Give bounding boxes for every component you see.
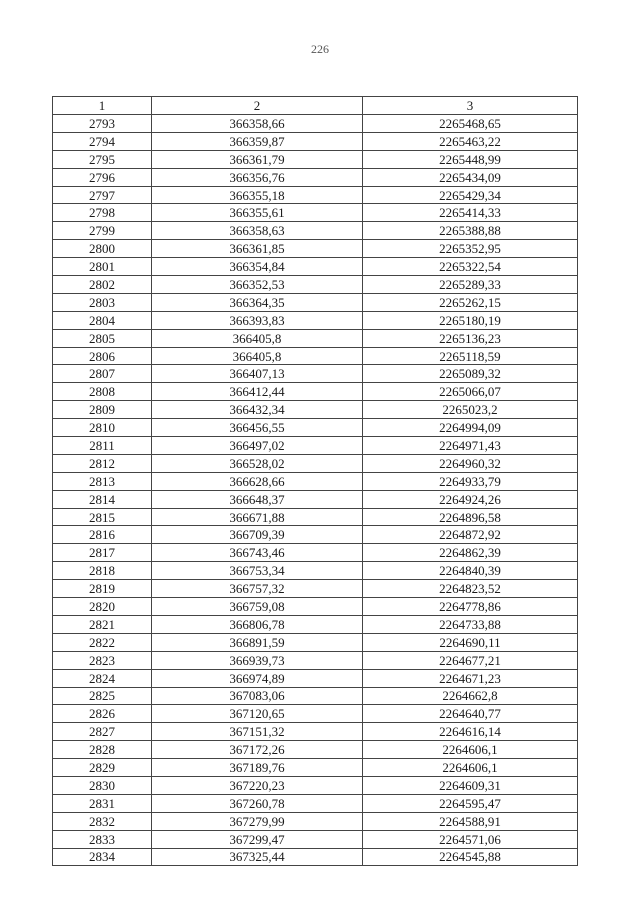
table-row [53,794,578,812]
x-coordinate-cell: 366359,87 [152,132,363,150]
table-row [53,723,578,741]
table-row [53,258,578,276]
x-coordinate-cell: 366361,85 [152,240,363,258]
column-header: 1 [53,97,152,115]
point-number-cell: 2800 [53,240,152,258]
table-row [53,544,578,562]
table-row [53,293,578,311]
x-coordinate-cell: 366352,53 [152,276,363,294]
coordinates-table [52,96,578,866]
point-number-cell: 2829 [53,759,152,777]
table-row [53,490,578,508]
table-row [53,419,578,437]
point-number-cell: 2806 [53,347,152,365]
y-coordinate-cell: 2265448,99 [363,150,578,168]
y-coordinate-cell: 2264872,92 [363,526,578,544]
y-coordinate-cell: 2264933,79 [363,472,578,490]
table-row [53,741,578,759]
table-row [53,472,578,490]
y-coordinate-cell: 2265180,19 [363,311,578,329]
x-coordinate-cell: 367325,44 [152,848,363,866]
point-number-cell: 2807 [53,365,152,383]
table-row [53,633,578,651]
point-number-cell: 2795 [53,150,152,168]
y-coordinate-cell: 2264994,09 [363,419,578,437]
x-coordinate-cell: 366355,18 [152,186,363,204]
point-number-cell: 2809 [53,401,152,419]
point-number-cell: 2822 [53,633,152,651]
table-row [53,150,578,168]
table-row [53,454,578,472]
x-coordinate-cell: 366759,08 [152,598,363,616]
x-coordinate-cell: 366355,61 [152,204,363,222]
page-number: 226 [311,42,329,56]
table-row [53,276,578,294]
point-number-cell: 2821 [53,615,152,633]
y-coordinate-cell: 2264640,77 [363,705,578,723]
x-coordinate-cell: 366361,79 [152,150,363,168]
y-coordinate-cell: 2265388,88 [363,222,578,240]
y-coordinate-cell: 2264960,32 [363,454,578,472]
y-coordinate-cell: 2265289,33 [363,276,578,294]
table-row [53,651,578,669]
y-coordinate-cell: 2264609,31 [363,776,578,794]
x-coordinate-cell: 366648,37 [152,490,363,508]
table-row [53,508,578,526]
x-coordinate-cell: 366939,73 [152,651,363,669]
y-coordinate-cell: 2264588,91 [363,812,578,830]
point-number-cell: 2825 [53,687,152,705]
point-number-cell: 2811 [53,437,152,455]
table-row [53,186,578,204]
x-coordinate-cell: 366709,39 [152,526,363,544]
point-number-cell: 2819 [53,580,152,598]
x-coordinate-cell: 367279,99 [152,812,363,830]
point-number-cell: 2826 [53,705,152,723]
x-coordinate-cell: 366456,55 [152,419,363,437]
x-coordinate-cell: 366757,32 [152,580,363,598]
point-number-cell: 2820 [53,598,152,616]
x-coordinate-cell: 367151,32 [152,723,363,741]
point-number-cell: 2830 [53,776,152,794]
x-coordinate-cell: 367299,47 [152,830,363,848]
table-row [53,705,578,723]
point-number-cell: 2815 [53,508,152,526]
y-coordinate-cell: 2265322,54 [363,258,578,276]
x-coordinate-cell: 366354,84 [152,258,363,276]
point-number-cell: 2803 [53,293,152,311]
point-number-cell: 2816 [53,526,152,544]
y-coordinate-cell: 2264778,86 [363,598,578,616]
column-header: 2 [152,97,363,115]
x-coordinate-cell: 366358,63 [152,222,363,240]
point-number-cell: 2832 [53,812,152,830]
table-row [53,580,578,598]
y-coordinate-cell: 2264924,26 [363,490,578,508]
x-coordinate-cell: 367083,06 [152,687,363,705]
y-coordinate-cell: 2264677,21 [363,651,578,669]
y-coordinate-cell: 2265429,34 [363,186,578,204]
point-number-cell: 2805 [53,329,152,347]
x-coordinate-cell: 367220,23 [152,776,363,794]
point-number-cell: 2818 [53,562,152,580]
y-coordinate-cell: 2264971,43 [363,437,578,455]
table-row [53,598,578,616]
point-number-cell: 2798 [53,204,152,222]
x-coordinate-cell: 366497,02 [152,437,363,455]
y-coordinate-cell: 2265414,33 [363,204,578,222]
x-coordinate-cell: 367120,65 [152,705,363,723]
y-coordinate-cell: 2264595,47 [363,794,578,812]
point-number-cell: 2793 [53,115,152,133]
point-number-cell: 2810 [53,419,152,437]
point-number-cell: 2797 [53,186,152,204]
table-row [53,437,578,455]
point-number-cell: 2823 [53,651,152,669]
point-number-cell: 2799 [53,222,152,240]
y-coordinate-cell: 2265468,65 [363,115,578,133]
y-coordinate-cell: 2264862,39 [363,544,578,562]
x-coordinate-cell: 366628,66 [152,472,363,490]
y-coordinate-cell: 2264896,58 [363,508,578,526]
y-coordinate-cell: 2265262,15 [363,293,578,311]
table-row [53,311,578,329]
x-coordinate-cell: 366358,66 [152,115,363,133]
point-number-cell: 2801 [53,258,152,276]
table-row [53,222,578,240]
x-coordinate-cell: 366891,59 [152,633,363,651]
x-coordinate-cell: 367189,76 [152,759,363,777]
table-row [53,168,578,186]
table-row [53,347,578,365]
table-header-row [53,97,578,115]
x-coordinate-cell: 366412,44 [152,383,363,401]
table-row [53,115,578,133]
x-coordinate-cell: 366806,78 [152,615,363,633]
point-number-cell: 2817 [53,544,152,562]
x-coordinate-cell: 367172,26 [152,741,363,759]
table-row [53,401,578,419]
y-coordinate-cell: 2264606,1 [363,741,578,759]
point-number-cell: 2796 [53,168,152,186]
y-coordinate-cell: 2265434,09 [363,168,578,186]
x-coordinate-cell: 366432,34 [152,401,363,419]
point-number-cell: 2824 [53,669,152,687]
x-coordinate-cell: 366753,34 [152,562,363,580]
table-row [53,132,578,150]
table-row [53,204,578,222]
y-coordinate-cell: 2265136,23 [363,329,578,347]
table-row [53,830,578,848]
y-coordinate-cell: 2265089,32 [363,365,578,383]
point-number-cell: 2808 [53,383,152,401]
y-coordinate-cell: 2264571,06 [363,830,578,848]
x-coordinate-cell: 366974,89 [152,669,363,687]
table-row [53,687,578,705]
table-row [53,562,578,580]
point-number-cell: 2831 [53,794,152,812]
x-coordinate-cell: 366671,88 [152,508,363,526]
y-coordinate-cell: 2264545,88 [363,848,578,866]
y-coordinate-cell: 2265118,59 [363,347,578,365]
column-header: 3 [363,97,578,115]
point-number-cell: 2828 [53,741,152,759]
x-coordinate-cell: 366393,83 [152,311,363,329]
y-coordinate-cell: 2264616,14 [363,723,578,741]
point-number-cell: 2802 [53,276,152,294]
point-number-cell: 2804 [53,311,152,329]
table-body [53,115,578,866]
table-row [53,848,578,866]
table-row [53,365,578,383]
y-coordinate-cell: 2264823,52 [363,580,578,598]
table-row [53,759,578,777]
table-row [53,329,578,347]
table-row [53,526,578,544]
table-row [53,812,578,830]
x-coordinate-cell: 366364,35 [152,293,363,311]
y-coordinate-cell: 2265463,22 [363,132,578,150]
x-coordinate-cell: 366405,8 [152,347,363,365]
y-coordinate-cell: 2264671,23 [363,669,578,687]
point-number-cell: 2813 [53,472,152,490]
table-row [53,240,578,258]
point-number-cell: 2827 [53,723,152,741]
x-coordinate-cell: 366743,46 [152,544,363,562]
table-row [53,669,578,687]
y-coordinate-cell: 2264662,8 [363,687,578,705]
x-coordinate-cell: 366356,76 [152,168,363,186]
y-coordinate-cell: 2265023,2 [363,401,578,419]
x-coordinate-cell: 366528,02 [152,454,363,472]
y-coordinate-cell: 2264606,1 [363,759,578,777]
y-coordinate-cell: 2264733,88 [363,615,578,633]
y-coordinate-cell: 2264840,39 [363,562,578,580]
table-row [53,615,578,633]
point-number-cell: 2834 [53,848,152,866]
x-coordinate-cell: 366407,13 [152,365,363,383]
y-coordinate-cell: 2265066,07 [363,383,578,401]
point-number-cell: 2814 [53,490,152,508]
x-coordinate-cell: 367260,78 [152,794,363,812]
y-coordinate-cell: 2265352,95 [363,240,578,258]
x-coordinate-cell: 366405,8 [152,329,363,347]
table-row [53,776,578,794]
table-row [53,383,578,401]
point-number-cell: 2812 [53,454,152,472]
point-number-cell: 2833 [53,830,152,848]
point-number-cell: 2794 [53,132,152,150]
y-coordinate-cell: 2264690,11 [363,633,578,651]
